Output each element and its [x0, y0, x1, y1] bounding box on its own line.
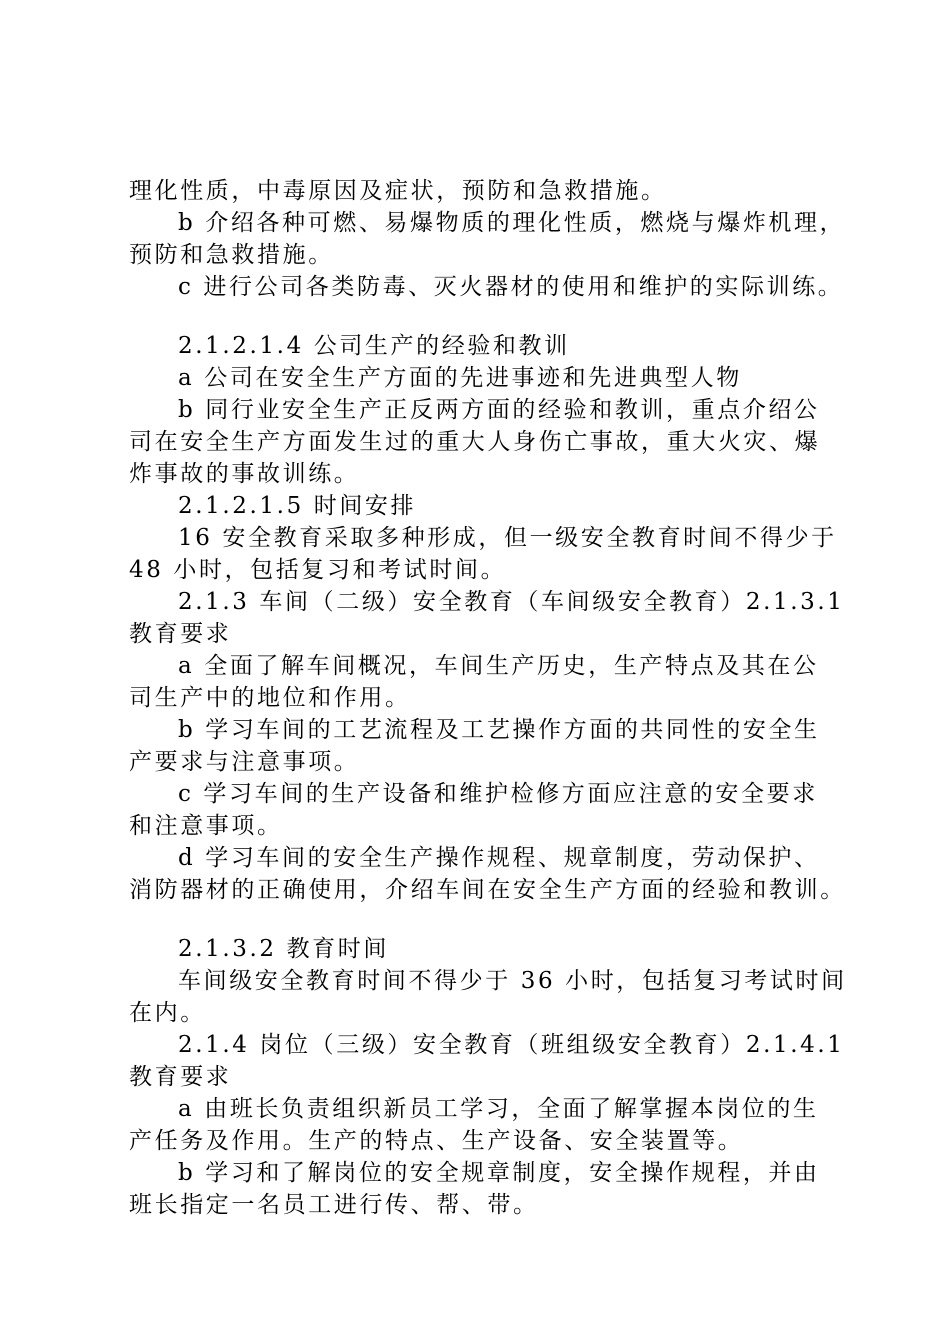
text-line: b 同行业安全生产正反两方面的经验和教训，重点介绍公: [178, 397, 820, 423]
section-heading: 2.1.2.1.4 公司生产的经验和教训: [178, 333, 570, 359]
section-heading: 教育要求: [129, 621, 232, 647]
text-line: a 由班长负责组织新员工学习，全面了解掌握本岗位的生: [178, 1096, 819, 1122]
text-line: c 进行公司各类防毒、灭火器材的使用和维护的实际训练。: [178, 274, 844, 300]
text-line: 炸事故的事故训练。: [129, 461, 360, 487]
section-heading: 2.1.3 车间（二级）安全教育（车间级安全教育）2.1.3.1: [178, 589, 845, 615]
section-heading: 2.1.3.2 教育时间: [178, 936, 389, 962]
text-line: 车间级安全教育时间不得少于 36 小时，包括复习考试时间: [178, 968, 847, 994]
text-line: 48 小时，包括复习和考试时间。: [129, 557, 507, 583]
text-line: 班长指定一名员工进行传、帮、带。: [129, 1192, 539, 1218]
text-line: 预防和急救措施。: [129, 242, 334, 268]
text-line: a 公司在安全生产方面的先进事迹和先进典型人物: [178, 365, 742, 391]
text-line: b 学习车间的工艺流程及工艺操作方面的共同性的安全生: [178, 717, 820, 743]
text-line: c 学习车间的生产设备和维护检修方面应注意的安全要求: [178, 781, 818, 807]
text-line: 司生产中的地位和作用。: [129, 685, 411, 711]
text-line: 理化性质，中毒原因及症状，预防和急救措施。: [129, 178, 667, 204]
section-heading: 2.1.4 岗位（三级）安全教育（班组级安全教育）2.1.4.1: [178, 1032, 845, 1058]
text-line: b 学习和了解岗位的安全规章制度，安全操作规程，并由: [178, 1160, 820, 1186]
text-line: b 介绍各种可燃、易爆物质的理化性质，燃烧与爆炸机理，: [178, 210, 846, 236]
text-line: 产任务及作用。生产的特点、生产设备、安全装置等。: [129, 1128, 744, 1154]
section-heading: 2.1.2.1.5 时间安排: [178, 493, 417, 519]
text-line: 产要求与注意事项。: [129, 749, 360, 775]
text-line: 16 安全教育采取多种形成，但一级安全教育时间不得少于: [178, 525, 837, 551]
text-line: a 全面了解车间概况，车间生产历史，生产特点及其在公: [178, 653, 819, 679]
text-line: 司在安全生产方面发生过的重大人身伤亡事故，重大火灾、爆: [129, 429, 821, 455]
text-line: 在内。: [129, 1000, 206, 1026]
text-line: 和注意事项。: [129, 813, 283, 839]
section-heading: 教育要求: [129, 1064, 232, 1090]
text-line: 消防器材的正确使用，介绍车间在安全生产方面的经验和教训。: [129, 877, 846, 903]
text-line: d 学习车间的安全生产操作规程、规章制度，劳动保护、: [178, 845, 820, 871]
